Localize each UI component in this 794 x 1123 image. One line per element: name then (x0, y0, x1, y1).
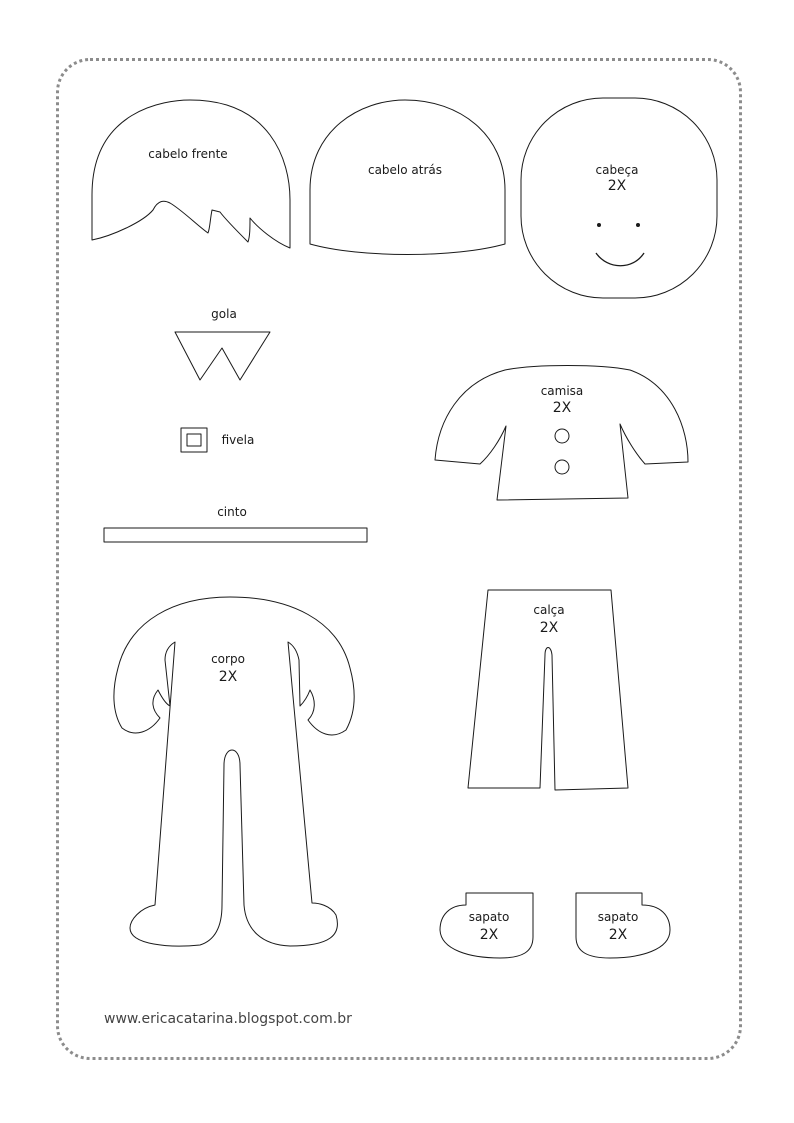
camisa-qty: 2X (552, 400, 572, 416)
cinto-piece (104, 505, 367, 542)
gola-shape (175, 332, 270, 380)
corpo-qty: 2X (218, 669, 238, 685)
left-eye-icon (597, 223, 601, 227)
calca-piece (468, 590, 628, 790)
camisa-button-top-icon (555, 429, 569, 443)
cabeca-label: cabeça (595, 163, 639, 177)
right-eye-icon (636, 223, 640, 227)
website-url[interactable]: www.ericacatarina.blogspot.com.br (104, 1011, 352, 1027)
camisa-label: camisa (540, 384, 584, 398)
sapato-left-piece (440, 893, 533, 958)
fivela-piece (181, 428, 254, 452)
sapato-left-shape (440, 893, 533, 958)
corpo-piece (114, 597, 354, 946)
cabelo-atras-piece (310, 100, 505, 255)
calca-label: calça (533, 603, 565, 617)
sapato-right-shape (576, 893, 670, 958)
gola-piece (175, 307, 270, 380)
fivela-inner-shape (187, 434, 201, 446)
sapato-left-qty: 2X (479, 927, 499, 943)
sapato-right-qty: 2X (608, 927, 628, 943)
sapato-left-label: sapato (468, 910, 510, 924)
corpo-shape (114, 597, 354, 946)
sapato-right-piece (576, 893, 670, 958)
cinto-shape (104, 528, 367, 542)
cabeca-qty: 2X (607, 178, 627, 194)
fivela-label: fivela (221, 433, 255, 447)
cabelo-atras-shape (310, 100, 505, 255)
cabelo-frente-label: cabelo frente (148, 147, 228, 161)
camisa-button-bottom-icon (555, 460, 569, 474)
camisa-piece (435, 366, 688, 501)
calca-qty: 2X (539, 620, 559, 636)
cinto-label: cinto (217, 505, 247, 519)
cabelo-frente-piece (92, 100, 290, 248)
corpo-label: corpo (211, 652, 245, 666)
cabeca-shape (521, 98, 717, 298)
cabelo-atras-label: cabelo atrás (367, 163, 443, 177)
cabelo-frente-shape (92, 100, 290, 248)
cabeca-piece (521, 98, 717, 298)
gola-label: gola (211, 307, 237, 321)
sapato-right-label: sapato (597, 910, 639, 924)
